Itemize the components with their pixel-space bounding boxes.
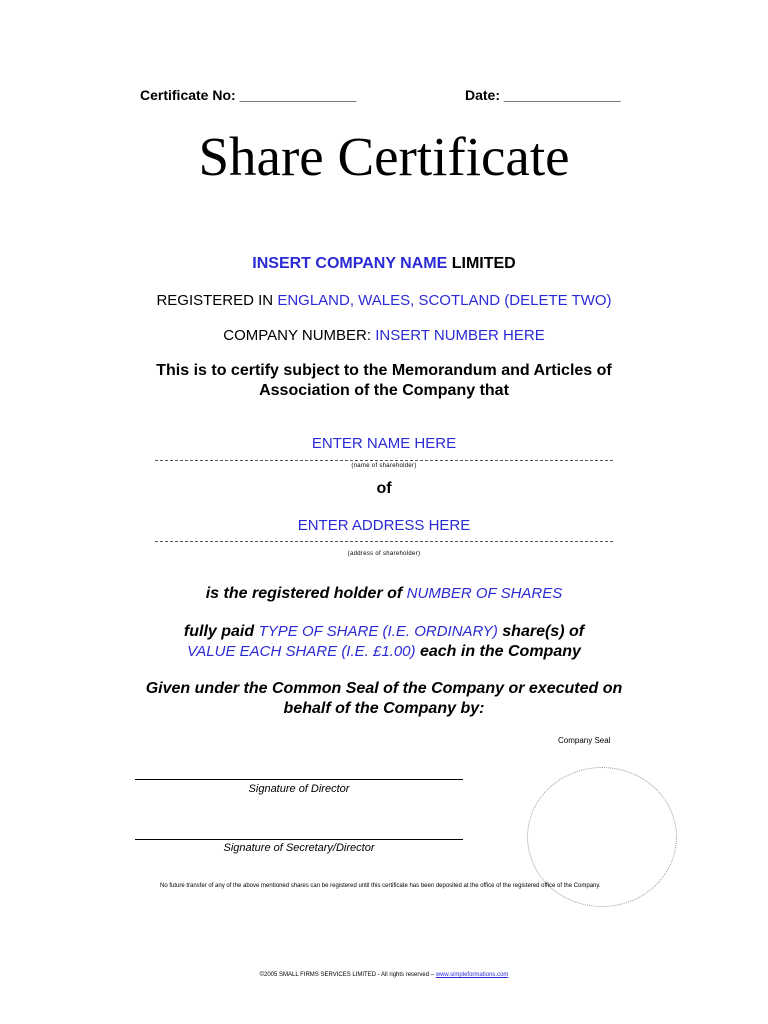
of-text: of [376, 480, 392, 497]
director-signature-caption: Signature of Director [248, 783, 350, 795]
given-under-statement: Given under the Common Seal of the Company or executed on behalf of the Company by: [145, 680, 623, 717]
fully-paid-text: fully paid [183, 623, 255, 640]
holder-name-placeholder: ENTER NAME HERE [311, 435, 457, 452]
footer-copyright: ©2005 SMALL FIRMS SERVICES LIMITED - All rights reserved – [259, 972, 435, 978]
shares-of-text: share(s) of [502, 623, 585, 640]
holder-address-caption: (address of shareholder) [347, 551, 421, 557]
registered-holder-text: is the registered holder of [205, 585, 403, 602]
certify-statement: This is to certify subject to the Memorandum and Articles of Association of the Company that [156, 362, 612, 399]
secretary-signature-caption: Signature of Secretary/Director [223, 842, 375, 854]
holder-address-placeholder: ENTER ADDRESS HERE [297, 517, 471, 534]
certificate-number-field: Certificate No: _______________ [140, 87, 357, 103]
company-name-line [0, 255, 768, 273]
date-field: Date: _______________ [465, 87, 621, 103]
company-number-placeholder: INSERT NUMBER HERE [375, 327, 545, 344]
company-seal-label: Company Seal [558, 736, 611, 745]
holder-address-divider [155, 541, 613, 542]
registered-prefix: REGISTERED IN [156, 292, 274, 309]
registered-placeholder: ENGLAND, WALES, SCOTLAND (DELETE TWO) [277, 292, 612, 309]
secretary-signature-line [135, 839, 463, 840]
number-of-shares-placeholder: NUMBER OF SHARES [406, 585, 563, 602]
holder-name-caption: (name of shareholder) [351, 463, 417, 469]
each-in-company-text: each in the Company [419, 643, 581, 660]
director-signature-line [135, 779, 463, 780]
footer [0, 972, 768, 978]
transfer-note: No future transfer of any of the above mentioned shares can be registered until this certificate has been deposited at the office of the registered office of the Company. [160, 883, 601, 889]
registered-in-line [0, 292, 768, 309]
share-value-placeholder: VALUE EACH SHARE (I.E. £1.00) [187, 643, 416, 660]
company-number-prefix: COMPANY NUMBER: [223, 327, 372, 344]
company-name-placeholder: INSERT COMPANY NAME [252, 255, 448, 272]
footer-link[interactable]: www.simpleformations.com [435, 972, 509, 978]
share-type-placeholder: TYPE OF SHARE (I.E. ORDINARY) [258, 623, 498, 640]
registered-holder-line [0, 585, 768, 603]
company-number-line [0, 327, 768, 344]
share-details [0, 622, 768, 662]
document-title: Share Certificate [198, 126, 570, 187]
holder-name-divider [155, 460, 613, 461]
company-suffix: LIMITED [451, 255, 516, 272]
